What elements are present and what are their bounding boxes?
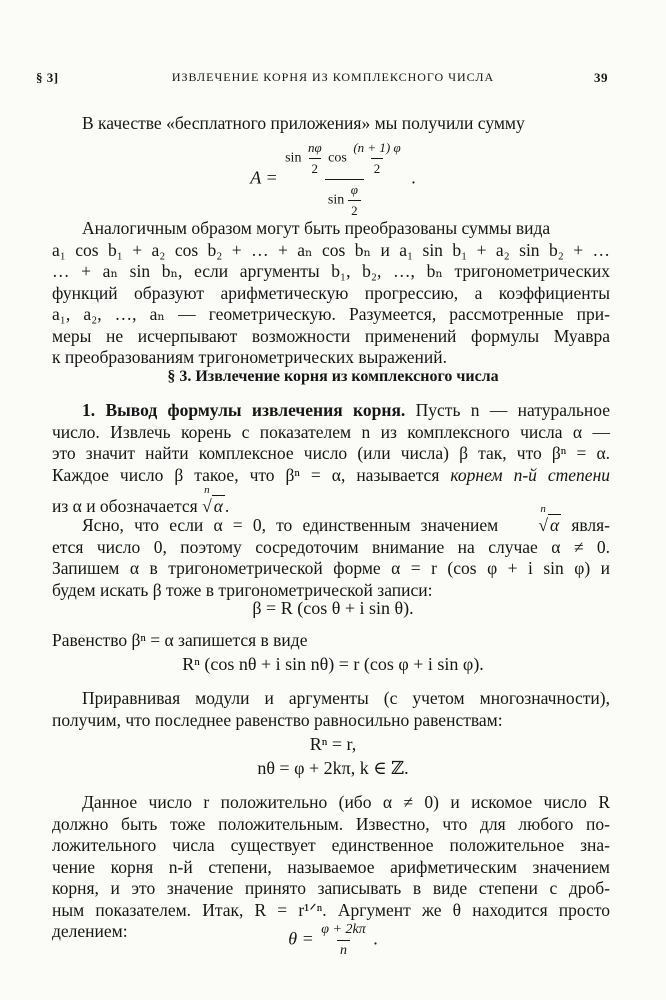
root-index: n [540, 503, 546, 515]
line: должно быть тоже положительным. Известно, что для любого по- [52, 813, 610, 834]
line: a₁ cos b₁ + a₂ cos b₂ + … + aₙ cos bₙ и a₁ sin b₁ + a₂ sin b₂ + … [52, 239, 610, 260]
formula-a-numerator [282, 140, 407, 179]
line: это значит найти комплексное число (или числа) β так, что βⁿ = α. [52, 443, 610, 463]
line-text: Каждое число β такое, что βⁿ = α, называется [52, 464, 440, 485]
formula-a-denominator [325, 179, 364, 219]
line: ложительного числа существует единственное положительное зна- [52, 835, 610, 855]
paragraph-analog [52, 218, 610, 369]
line: делением: [52, 921, 128, 941]
equation-theta [0, 922, 666, 959]
equation-theta-denominator: n [337, 940, 350, 959]
equation-theta-numerator: φ + 2kπ [321, 922, 366, 937]
root-index: n [204, 484, 210, 496]
line [52, 400, 610, 422]
line-end: . [224, 496, 230, 516]
formula-a-end: . [411, 167, 416, 188]
f2-den: 2 [371, 158, 384, 177]
line: число. Извлечь корень с показателем n из комплексного числа α — [52, 421, 610, 442]
line: Данное число r положительно (ибо α ≠ 0) и искомое число R [82, 792, 610, 812]
header-title: ИЗВЛЕЧЕНИЕ КОРНЯ ИЗ КОМПЛЕКСНОГО ЧИСЛА [171, 70, 495, 84]
df-den: 2 [348, 200, 361, 219]
denominator-sin: sin [327, 192, 345, 208]
line-text: явля- [571, 515, 611, 535]
line: чение корня n-й степени, называемое арифметическим значением [52, 856, 610, 877]
line: ется число 0, поэтому сосредоточим внимание на случае α ≠ 0. [52, 536, 610, 557]
paragraph-positive [52, 792, 610, 943]
line: корня, и это значение принято записывать в виде степени с дроб- [52, 878, 610, 898]
line [52, 465, 610, 487]
line: будем искать β тоже в тригонометрической записи: [52, 579, 433, 600]
paragraph-moduli [52, 688, 610, 731]
line: функций образуют арифметическую прогрессию, а коэффициенты [52, 282, 610, 303]
root-argument: α [549, 515, 560, 535]
line: … + aₙ sin bₙ, если аргументы b₁, b₂, …, bₙ тригонометрических [52, 261, 610, 281]
f2-num: (n + 1) φ [353, 140, 401, 155]
line: Приравнивая модули и аргументы (с учетом многозначности), [82, 688, 610, 708]
df-num: φ [350, 182, 358, 197]
line-text: из α и обозначается [52, 496, 198, 516]
equation-theta-fraction [318, 922, 368, 959]
equation-theta-lhs: θ = [288, 928, 314, 949]
page-number: 39 [594, 70, 608, 85]
root-argument: α [213, 496, 223, 516]
f1-den: 2 [309, 158, 322, 177]
line: Запишем α в тригонометрической форме α = r (cos φ + i sin φ) и [52, 558, 610, 578]
equation-system-r: Rⁿ = r, [309, 734, 357, 754]
equation-theta-end: . [373, 928, 378, 949]
numerator-sin: sin [285, 150, 302, 166]
paragraph-intro: В качестве «бесплатного приложения» мы получили сумму [82, 113, 525, 133]
equation-rn: Rⁿ (cos nθ + i sin nθ) = r (cos φ + i sin φ). [182, 654, 484, 674]
root-symbol: n √ α [508, 515, 561, 537]
header-section: § 3] [36, 70, 59, 85]
section-heading: § 3. Извлечение корня из комплексного числа [167, 368, 499, 385]
paragraph-equality: Равенство βⁿ = α запишется в виде [52, 630, 308, 650]
line: получим, что последнее равенство равносильно равенствам: [52, 709, 503, 730]
equation-beta: β = R (cos θ + i sin θ). [252, 598, 414, 618]
f1-num: nφ [307, 140, 322, 155]
term-root-nth: корнем n-й степени [450, 464, 611, 485]
numerator-cos: cos [328, 150, 347, 166]
line-text: Пусть n — натуральное [415, 400, 611, 420]
equation-system-theta: nθ = φ + 2kπ, k ∈ ℤ. [257, 758, 409, 778]
line: Аналогичным образом могут быть преобразованы суммы вида [82, 218, 551, 238]
formula-a-fraction [282, 140, 407, 219]
line: к преобразованиям тригонометрических выражений. [52, 347, 447, 367]
line: a₁, a₂, …, aₙ — геометрическую. Разумеется, рассмотренные при- [52, 304, 610, 324]
line: меры не исчерпывают возможности применений формулы Муавра [52, 325, 610, 346]
root-symbol: n √ α [202, 496, 225, 518]
formula-a-lhs: A = [250, 167, 278, 188]
line-text: Ясно, что если α = 0, то единственным значением [82, 515, 499, 535]
line: ным показателем. Итак, R = r¹ᐟⁿ. Аргумент же θ находится просто [52, 899, 610, 920]
formula-a [0, 140, 666, 219]
subsection-title: 1. Вывод формулы извлечения корня. [82, 400, 406, 420]
